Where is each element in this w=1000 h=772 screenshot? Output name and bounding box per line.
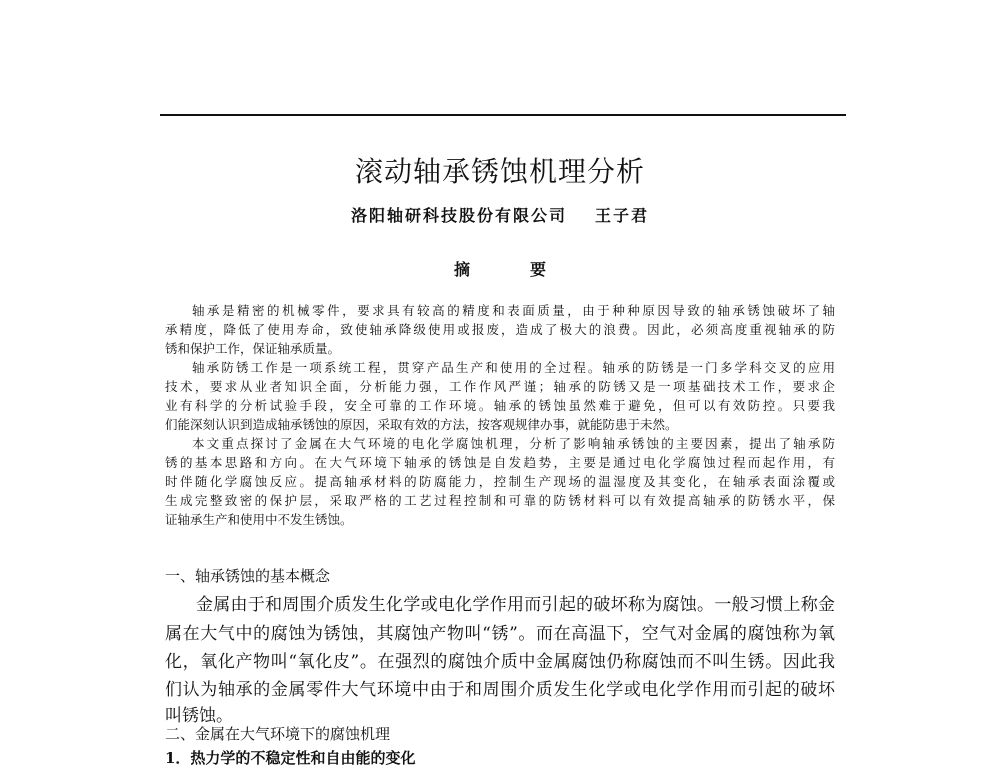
- abstract-line: 们能深刻认识到造成轴承锈蚀的原因，采取有效的方法，按客观规律办事，就能防患于未然。: [165, 417, 678, 432]
- paper-title: 滚动轴承锈蚀机理分析: [354, 155, 645, 188]
- abstract-line: 承精度，降低了使用寿命，致使轴承降级使用或报废，造成了极大的浪费。因此，必须高度重视轴承的防: [165, 322, 835, 337]
- affiliation: 洛阳轴研科技股份有限公司: [350, 206, 567, 225]
- header-rule: [160, 114, 846, 116]
- author-name: 王子君: [595, 206, 650, 225]
- section-heading: 一、轴承锈蚀的基本概念: [165, 567, 331, 585]
- abstract-line: 生成完整致密的保护层，采取严格的工艺过程控制和可靠的防锈材料可以有效提高轴承的防锈水平，保: [165, 493, 835, 508]
- body-line: 们认为轴承的金属零件大气环境中由于和周围介质发生化学或电化学作用而引起的破坏: [165, 680, 835, 700]
- abstract-line: 技术，要求从业者知识全面，分析能力强，工作作风严谨；轴承的防锈又是一项基础技术工作，要求企: [165, 379, 835, 394]
- body-line: 属在大气中的腐蚀为锈蚀，其腐蚀产物叫“锈”。而在高温下，空气对金属的腐蚀称为氧: [165, 624, 835, 644]
- abstract-line: 业有科学的分析试验手段，安全可靠的工作环境。轴承的锈蚀虽然难于避免，但可以有效防控。只要我: [165, 398, 835, 413]
- body-line: 金属由于和周围介质发生化学或电化学作用而引起的破坏称为腐蚀。一般习惯上称金: [196, 595, 835, 615]
- author-line: [0, 203, 1000, 226]
- abstract-line: 轴承是精密的机械零件，要求具有较高的精度和表面质量，由于种种原因导致的轴承锈蚀破坏了轴: [192, 303, 835, 318]
- abstract-line: 轴承防锈工作是一项系统工程，贯穿产品生产和使用的全过程。轴承的防锈是一门多学科交叉的应用: [192, 360, 835, 375]
- body-line: 化，氧化产物叫“氧化皮”。在强烈的腐蚀介质中金属腐蚀仍称腐蚀而不叫生锈。因此我: [165, 652, 835, 672]
- abstract-line: 时伴随化学腐蚀反应。提高轴承材料的防腐能力，控制生产现场的温湿度及其变化，在轴承表面涂覆或: [165, 474, 835, 489]
- abstract-line: 锈和保护工作，保证轴承质量。: [165, 341, 341, 356]
- subsection-heading: 1．热力学的不稳定性和自由能的变化: [165, 749, 416, 767]
- section-heading: 二、金属在大气环境下的腐蚀机理: [165, 725, 391, 743]
- abstract-line: 锈的基本思路和方向。在大气环境下轴承的锈蚀是自发趋势，主要是通过电化学腐蚀过程而起作用，有: [165, 455, 835, 470]
- abstract-line: 本文重点探讨了金属在大气环境的电化学腐蚀机理，分析了影响轴承锈蚀的主要因素，提出了轴承防: [192, 436, 835, 451]
- abstract-line: 证轴承生产和使用中不发生锈蚀。: [165, 512, 353, 527]
- abstract-heading: 摘 要: [453, 260, 568, 279]
- body-line: 叫锈蚀。: [165, 706, 233, 726]
